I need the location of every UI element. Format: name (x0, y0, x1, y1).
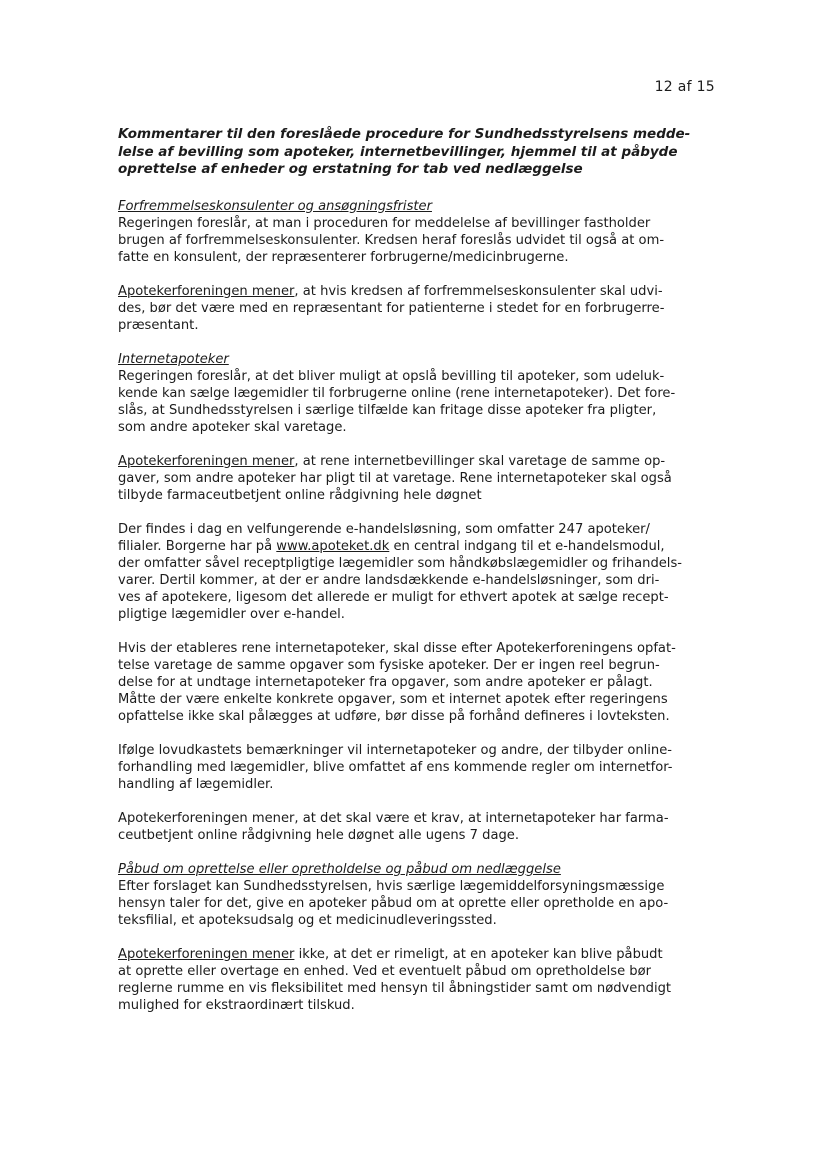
document-title (118, 126, 718, 179)
text-line: præsentant. (118, 317, 199, 333)
text-line (118, 453, 718, 470)
text-line (118, 946, 718, 963)
paragraph (118, 368, 718, 436)
text-line: Ifølge lovudkastets bemærkninger vil internetapoteker og andre, der tilbyder online- (118, 742, 673, 758)
text-line: handling af lægemidler. (118, 776, 274, 792)
text-line: des, bør det være med en repræsentant for patienterne i stedet for en forbrugerre- (118, 300, 665, 316)
section-heading-paabud: Påbud om oprettelse eller opretholdelse og påbud om nedlæggelse (118, 861, 561, 877)
lead-phrase: Apotekerforeningen mener (118, 453, 295, 469)
page-number: 12 af 15 (654, 79, 715, 95)
text-line: tilbyde farmaceutbetjent online rådgivning hele døgnet (118, 487, 482, 503)
paragraph (118, 215, 718, 266)
text-line: Måtte der være enkelte konkrete opgaver, som et internet apotek efter regeringens (118, 691, 668, 707)
text-fragment: filialer. Borgerne har på (118, 538, 277, 554)
text-line: pligtige lægemidler over e-handel. (118, 606, 345, 622)
text-fragment: en central indgang til et e-handelsmodul, (389, 538, 665, 554)
paragraph (118, 810, 718, 844)
text-line (118, 538, 718, 555)
text-line: at oprette eller overtage en enhed. Ved et eventuelt påbud om opretholdelse bør (118, 963, 652, 979)
paragraph (118, 453, 718, 504)
document-body (118, 126, 718, 1031)
title-line: Kommentarer til den foreslåede procedure for Sundhedsstyrelsens medde- (118, 126, 691, 142)
text-line: delse for at undtage internetapoteker fra opgaver, som andre apoteker er pålagt. (118, 674, 653, 690)
paragraph (118, 742, 718, 793)
text-line: Regeringen foreslår, at man i proceduren for meddelelse af bevillinger fastholder (118, 215, 651, 231)
text-line: brugen af forfremmelseskonsulenter. Kredsen heraf foreslås udvidet til også at om- (118, 232, 665, 248)
paragraph (118, 521, 718, 623)
section-heading-konsulenter: Forfremmelseskonsulenter og ansøgningsfrister (118, 198, 432, 214)
lead-phrase: Apotekerforeningen mener (118, 283, 295, 299)
text-line: som andre apoteker skal varetage. (118, 419, 347, 435)
text-line: kende kan sælge lægemidler til forbrugerne online (rene internetapoteker). Det fore- (118, 385, 676, 401)
text-line: Regeringen foreslår, at det bliver muligt at opslå bevilling til apoteker, som udeluk- (118, 368, 665, 384)
text-line: Apotekerforeningen mener, at det skal være et krav, at internetapoteker har farma- (118, 810, 669, 826)
paragraph (118, 878, 718, 929)
text-line: Der findes i dag en velfungerende e-handelsløsning, som omfatter 247 apoteker/ (118, 521, 650, 537)
text-line (118, 283, 718, 300)
text-line: opfattelse ikke skal pålægges at udføre, bør disse på forhånd defineres i lovteksten. (118, 708, 670, 724)
text-fragment: ikke, at det er rimeligt, at en apoteker kan blive påbudt (294, 946, 663, 962)
text-line: telse varetage de samme opgaver som fysiske apoteker. Der er ingen reel begrun- (118, 657, 660, 673)
paragraph (118, 640, 718, 725)
text-line: Efter forslaget kan Sundhedsstyrelsen, hvis særlige lægemiddelforsyningsmæssige (118, 878, 665, 894)
text-line: ves af apotekere, ligesom det allerede er muligt for ethvert apotek at sælge recept- (118, 589, 669, 605)
text-line: Hvis der etableres rene internetapoteker, skal disse efter Apotekerforeningens opfat- (118, 640, 676, 656)
text-line: fatte en konsulent, der repræsenterer forbrugerne/medicinbrugerne. (118, 249, 569, 265)
paragraph (118, 946, 718, 1014)
text-line: varer. Dertil kommer, at der er andre landsdækkende e-handelsløsninger, som dri- (118, 572, 660, 588)
title-line: oprettelse af enheder og erstatning for tab ved nedlæggelse (118, 161, 583, 177)
lead-phrase: Apotekerforeningen mener (118, 946, 295, 962)
text-line: forhandling med lægemidler, blive omfattet af ens kommende regler om internetfor- (118, 759, 673, 775)
apoteket-link[interactable]: www.apoteket.dk (276, 538, 390, 554)
text-line: hensyn taler for det, give en apoteker påbud om at oprette eller opretholde en apo- (118, 895, 669, 911)
title-line: lelse af bevilling som apoteker, internetbevillinger, hjemmel til at påbyde (118, 143, 678, 160)
text-line: der omfatter såvel receptpligtige lægemidler som håndkøbslægemidler og frihandels- (118, 555, 682, 571)
section-heading-internetapoteker: Internetapoteker (118, 351, 229, 367)
text-line: ceutbetjent online rådgivning hele døgnet alle ugens 7 dage. (118, 827, 520, 843)
text-line: mulighed for ekstraordinært tilskud. (118, 997, 355, 1013)
text-line: reglerne rumme en vis fleksibilitet med hensyn til åbningstider samt om nødvendigt (118, 980, 672, 996)
text-line: slås, at Sundhedsstyrelsen i særlige tilfælde kan fritage disse apoteker fra pligter, (118, 402, 657, 418)
text-fragment: , at hvis kredsen af forfremmelseskonsulenter skal udvi- (294, 283, 663, 299)
text-line: teksfilial, et apoteksudsalg og et medicinudleveringssted. (118, 912, 497, 928)
text-fragment: , at rene internetbevillinger skal varetage de samme op- (294, 453, 666, 469)
paragraph (118, 283, 718, 334)
text-line: gaver, som andre apoteker har pligt til at varetage. Rene internetapoteker skal også (118, 470, 672, 486)
